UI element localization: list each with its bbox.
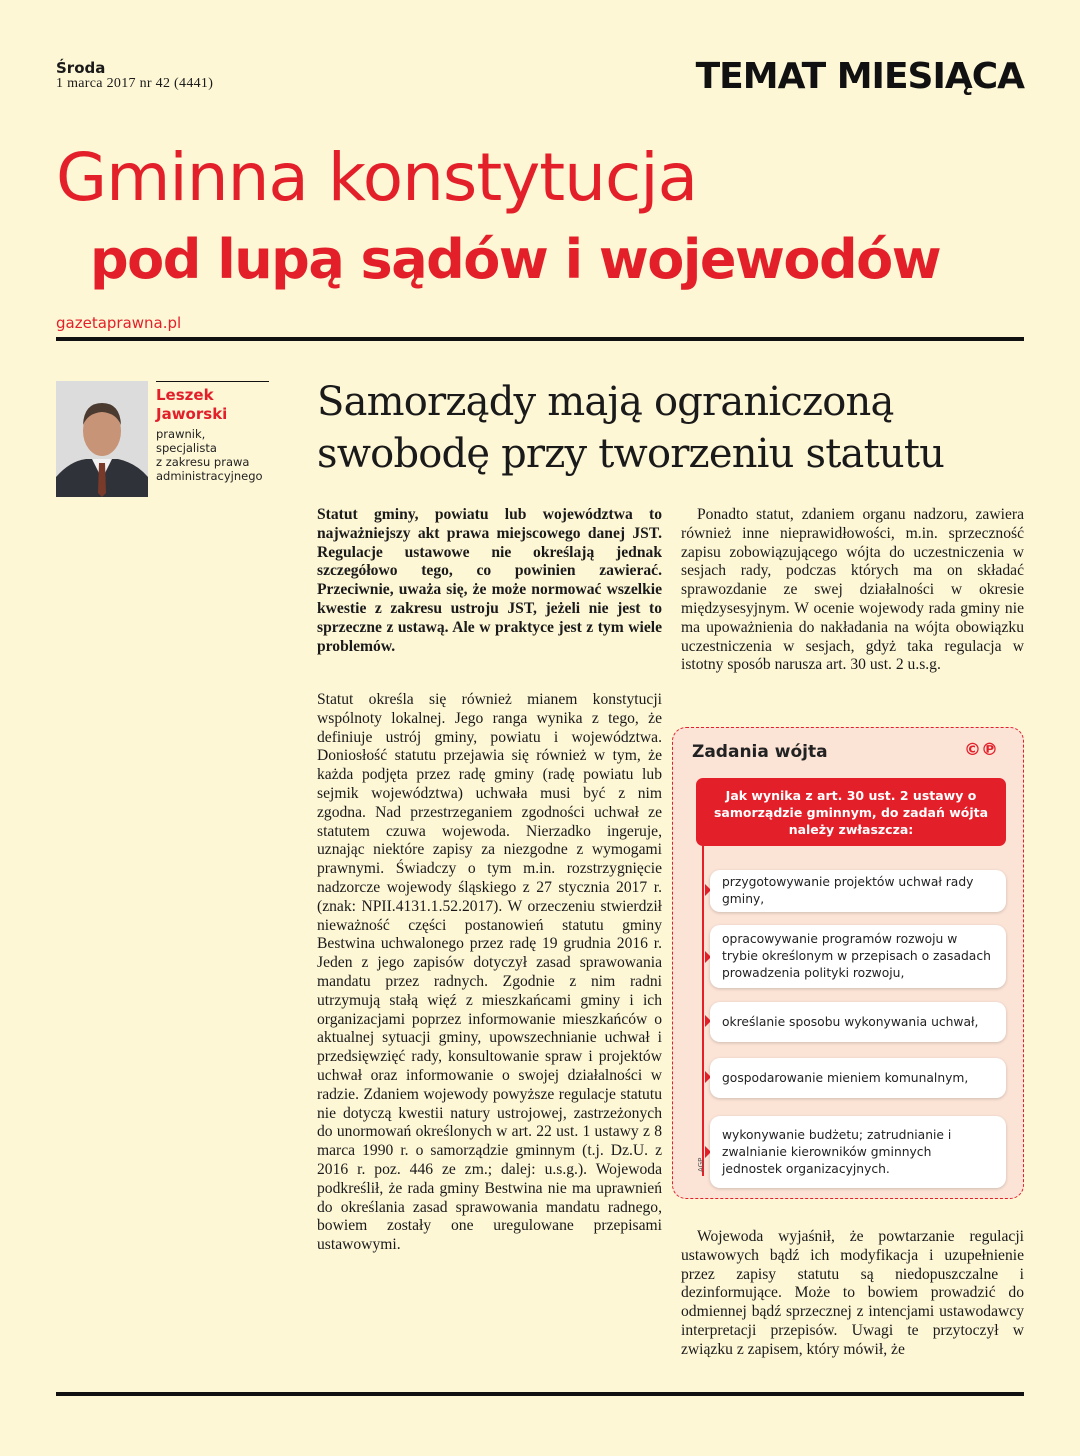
site-link[interactable]: gazetaprawna.pl: [56, 314, 182, 332]
infobox-credit: AGP: [697, 1157, 705, 1172]
issue-day: Środa: [56, 59, 106, 77]
infobox-item: gospodarowanie mieniem komunalnym,: [710, 1058, 1006, 1098]
article-body-col2-continued: Wojewoda wyjaśnił, że powtarzanie regulacji ustawowych bądź ich modyfikacja i uzupełnienie przez zapisy statutu są niedopuszczalne i dezinformujące. Może to bowiem prowadzić do odmiennej bądź sprzecznej z intencjami ustawodawcy interpretacji przepisów. Uwagi te przytoczył w związku z zapisem, który mówił, że: [681, 1228, 1024, 1358]
author-photo: [56, 381, 148, 497]
article-body-col1: Statut określa się również mianem konstytucji wspólnoty lokalnej. Jego ranga wynika z tego, że definiuje ustrój gminy, powiatu i województwa. Doniosłość statutu przejawia się również w tym, że każda podjęta przez radę gminy (radę powiatu lub sejmik województwa) uchwała musi być z nim zgodna. Nad przestrzeganiem zgodności uchwał ze statutem czuwa wojewoda. Nierzadko ingeruje, uznając niektóre zapisy za niezgodne z wymogami prawnymi. Świadczy o tym m.in. rozstrzygnięcie nadzorcze wojewody śląskiego z 27 stycznia 2017 r. (znak: NPII.4131.1.52.2017). W orzeczeniu stwierdził nieważność części postanowień statutu gminy Bestwina uchwalonego przez radę 19 grudnia 2016 r. Jeden z jego zapisów dotyczył zasad sprawowania mandatu przez radnych. Zgodnie z nim radni utrzymują stałą więź z mieszkańcami gminy i ich organizacjami poprzez informowanie mieszkańców o aktualnej sytuacji gminy, upowszechnianie uchwał i przedsięwzięć rady, konsultowanie spraw i projektów uchwał oraz informowanie o swojej działalności w radzie. Zdaniem wojewody powyższe regulacje statutu nie dotyczą kwestii natury ustrojowej, zastrzeżonych do unormowań określonych w art. 22 ust. 1 ustawy z 8 marca 1990 r. o samorządzie gminnym (t.j. Dz.U. z 2016 r. poz. 446 ze zm.; dalej: u.s.g.). Wojewoda podkreślił, że rada gminy Bestwina nie ma uprawnień do określania zasad sprawowania mandatu radnego, bowiem zostały one uregulowane przepisami ustawowymi.: [317, 691, 662, 1254]
infobox-timeline: [702, 846, 704, 1176]
top-divider: [56, 337, 1024, 341]
bottom-divider: [56, 1392, 1024, 1396]
infobox-item: określanie sposobu wykonywania uchwał,: [710, 1002, 1006, 1042]
infobox-header: Jak wynika z art. 30 ust. 2 ustawy o samorządzie gminnym, do zadań wójta należy zwłaszcza:: [696, 778, 1006, 846]
article-lead: Statut gminy, powiatu lub województwa to najważniejszy akt prawa miejscowego danej JST. Regulacje ustawowe nie określają jednak szczegółowo tego, co powinien zawierać. Przeciwnie, uważa się, że może normować wszelkie kwestie z zakresu ustroju JST, jeżeli nie jest to sprzeczne z ustawą. Ale w praktyce jest z tym wiele problemów.: [317, 506, 662, 655]
article-headline: Samorządy mają ograniczoną swobodę przy tworzeniu statutu: [317, 379, 945, 477]
copyright-icon: ©℗: [964, 740, 998, 760]
author-name: Leszek Jaworski: [156, 386, 228, 423]
author-divider: [156, 381, 269, 382]
author-role: prawnik, specjalista z zakresu prawa administracyjnego: [156, 427, 263, 483]
page-title-line1: Gminna konstytucja: [56, 139, 698, 216]
infobox-title: Zadania wójta: [692, 742, 828, 762]
page-title-line2: pod lupą sądów i wojewodów: [90, 228, 941, 291]
infobox-item: opracowywanie programów rozwoju w trybie określonym w przepisach o zasadach prowadzenia polityki rozwoju,: [710, 925, 1006, 988]
issue-number: 1 marca 2017 nr 42 (4441): [56, 76, 214, 91]
section-title: TEMAT MIESIĄCA: [695, 56, 1024, 97]
infobox-item: wykonywanie budżetu; zatrudnianie i zwalnianie kierowników gminnych jednostek organizacyjnych.: [710, 1116, 1006, 1188]
article-body-col2: Ponadto statut, zdaniem organu nadzoru, zawiera również inne nieprawidłowości, m.in. sprzeczność zapisu zobowiązującego wójta do uczestniczenia w sesjach rady, podczas których ma on składać sprawozdanie ze swej działalności w okresie międzysesyjnym. W ocenie wojewody rada gminy nie ma upoważnienia do nakładania na wójta obowiązku uczestniczenia w sesjach, gdyż taka regulacja w istotny sposób narusza art. 30 ust. 2 u.s.g.: [681, 506, 1024, 674]
dateline: [56, 60, 213, 92]
infobox-item: przygotowywanie projektów uchwał rady gminy,: [710, 870, 1006, 912]
